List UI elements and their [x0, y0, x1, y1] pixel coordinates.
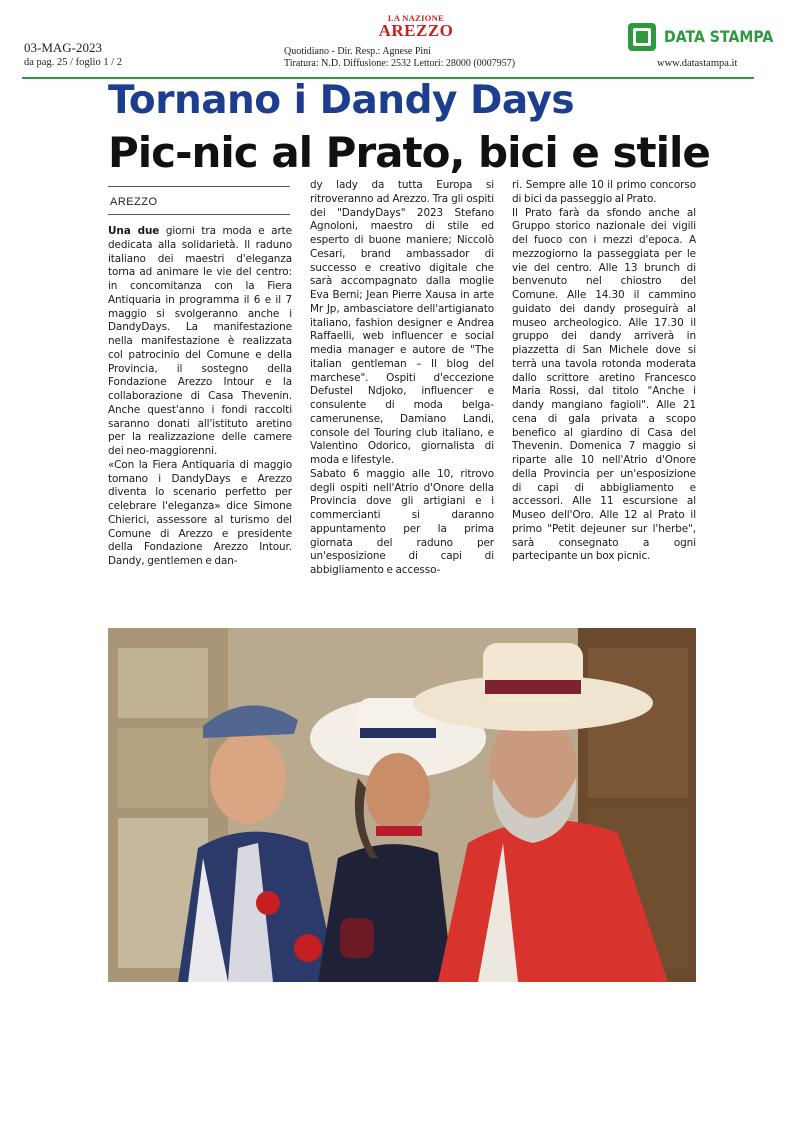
article-kicker: AREZZO — [110, 196, 158, 208]
article-photo — [108, 628, 696, 982]
article-lead: Una due — [108, 225, 160, 237]
kicker-rule-top — [108, 186, 290, 187]
paragraph: «Con la Fiera Antiquaria di maggio tornano i DandyDays e Arezzo diventa lo scenario perfetto per celebrare l'eleganza» dice Simone Chierici, assessore al turismo del Comune di Arezzo e presidente della Fondazione Arezzo Intour. Dandy, gentlemen e dan- — [108, 458, 292, 567]
datastampa-logo-icon — [628, 23, 656, 51]
publication-name: AREZZO — [378, 21, 454, 40]
publication-info-line1: Quotidiano - Dir. Resp.: Agnese Pini — [284, 46, 431, 57]
paragraph: Sabato 6 maggio alle 10, ritrovo degli ospiti nell'Atrio d'Onore della Provincia dove gli artigiani e i commercianti si daranno appuntamento per la prima giornata del raduno per un'esposizione di capi di abbigliamento e accesso- — [310, 467, 494, 576]
issue-date: 03-MAG-2023 — [24, 40, 102, 55]
paragraph — [108, 225, 292, 459]
article-column-2 — [310, 179, 494, 578]
kicker-rule-bottom — [108, 214, 290, 215]
article-title: Tornano i Dandy Days — [108, 78, 575, 123]
paragraph: Il Prato farà da sfondo anche al Gruppo storico nazionale dei vigili del fuoco con i mezzi d'epoca. A mezzogiorno la passeggiata per le vie del centro. Alle 13 brunch di benvenuto nel chiostro del Comune. Alle 14.30 il cammino guidato dei dandy proseguirà al museo archeologico. Alle 17.30 il gruppo dei dandy arriverà in piazzetta di San Michele dove si terrà una tavola rotonda moderata dallo scrittore aretino Francesco Maria Rossi, dal titolo "Anche i dandy mangiano fagioli". Alle 21 cena di gala privata a scopo benefico al giardino di Casa del Thevenin. Domenica 7 maggio si riparte alle 10 nell'Atrio d'Onore della Provincia per un'esposizione di capi di abbigliamento e accessori. Alle 11 escursione al Museo dell'Oro. Alle 12 al Prato il primo "Petit dejeuner sur l'herbe", sarà consegnato a ogni partecipante un box picnic. — [512, 206, 696, 563]
paragraph: dy lady da tutta Europa si ritroveranno ad Arezzo. Tra gli ospiti dei "DandyDays" 2023 Stefano Agnoloni, maestro di stile ed esperto di buone maniere; Niccolò Cesari, brand ambassador di successo e creativo digitale che sarà accompagnato dalla moglie Eva Berni; Jean Pierre Xausa in arte Mr Jp, ambasciatore dell'artigianato italiano, fashion designer e Andrea Raffaelli, web influencer e social media manager e autore de "The italian gentleman – Il blog del marchese". Ospiti d'eccezione Defustel Ndjoko, influencer e consulente di moda belga-camerunense, Damiano Landi, console del Touring club italiano, e Valentino Odorico, giornalista di moda e lifestyle. — [310, 179, 494, 466]
article-subtitle: Pic-nic al Prato, bici e stile — [108, 128, 710, 177]
brand-url[interactable]: www.datastampa.it — [657, 58, 738, 69]
paragraph-text: giorni tra moda e arte dedicata alla solidarietà. Il raduno italiano dei maestri d'eleganza torna ad animare le vie del centro: in concomitanza con la Fiera Antiquaria in programma il 6 e il 7 maggio si svolgeranno anche i DandyDays. La manifestazione nella manifestazione è realizzata col patrocinio del Comune e della Provincia, il sostegno della Fondazione Arezzo Intour e la collaborazione di Casa Thevenin. Anche quest'anno i fondi raccolti saranno donati all'istituto aretino per la realizzazione delle camere dei neo-maggiorenni. — [108, 225, 292, 457]
article-column-1 — [108, 225, 292, 569]
brand-name: DATA STAMPA — [664, 27, 774, 46]
publication-name-small: LA NAZIONE — [387, 13, 445, 23]
article-column-3 — [512, 179, 696, 564]
page-info: da pag. 25 / foglio 1 / 2 — [24, 57, 122, 68]
publication-info-line2: Tiratura: N.D. Diffusione: 2532 Lettori: 28000 (0007957) — [284, 58, 516, 69]
paragraph: ri. Sempre alle 10 il primo concorso di bici da passeggio al Prato. — [512, 179, 696, 205]
